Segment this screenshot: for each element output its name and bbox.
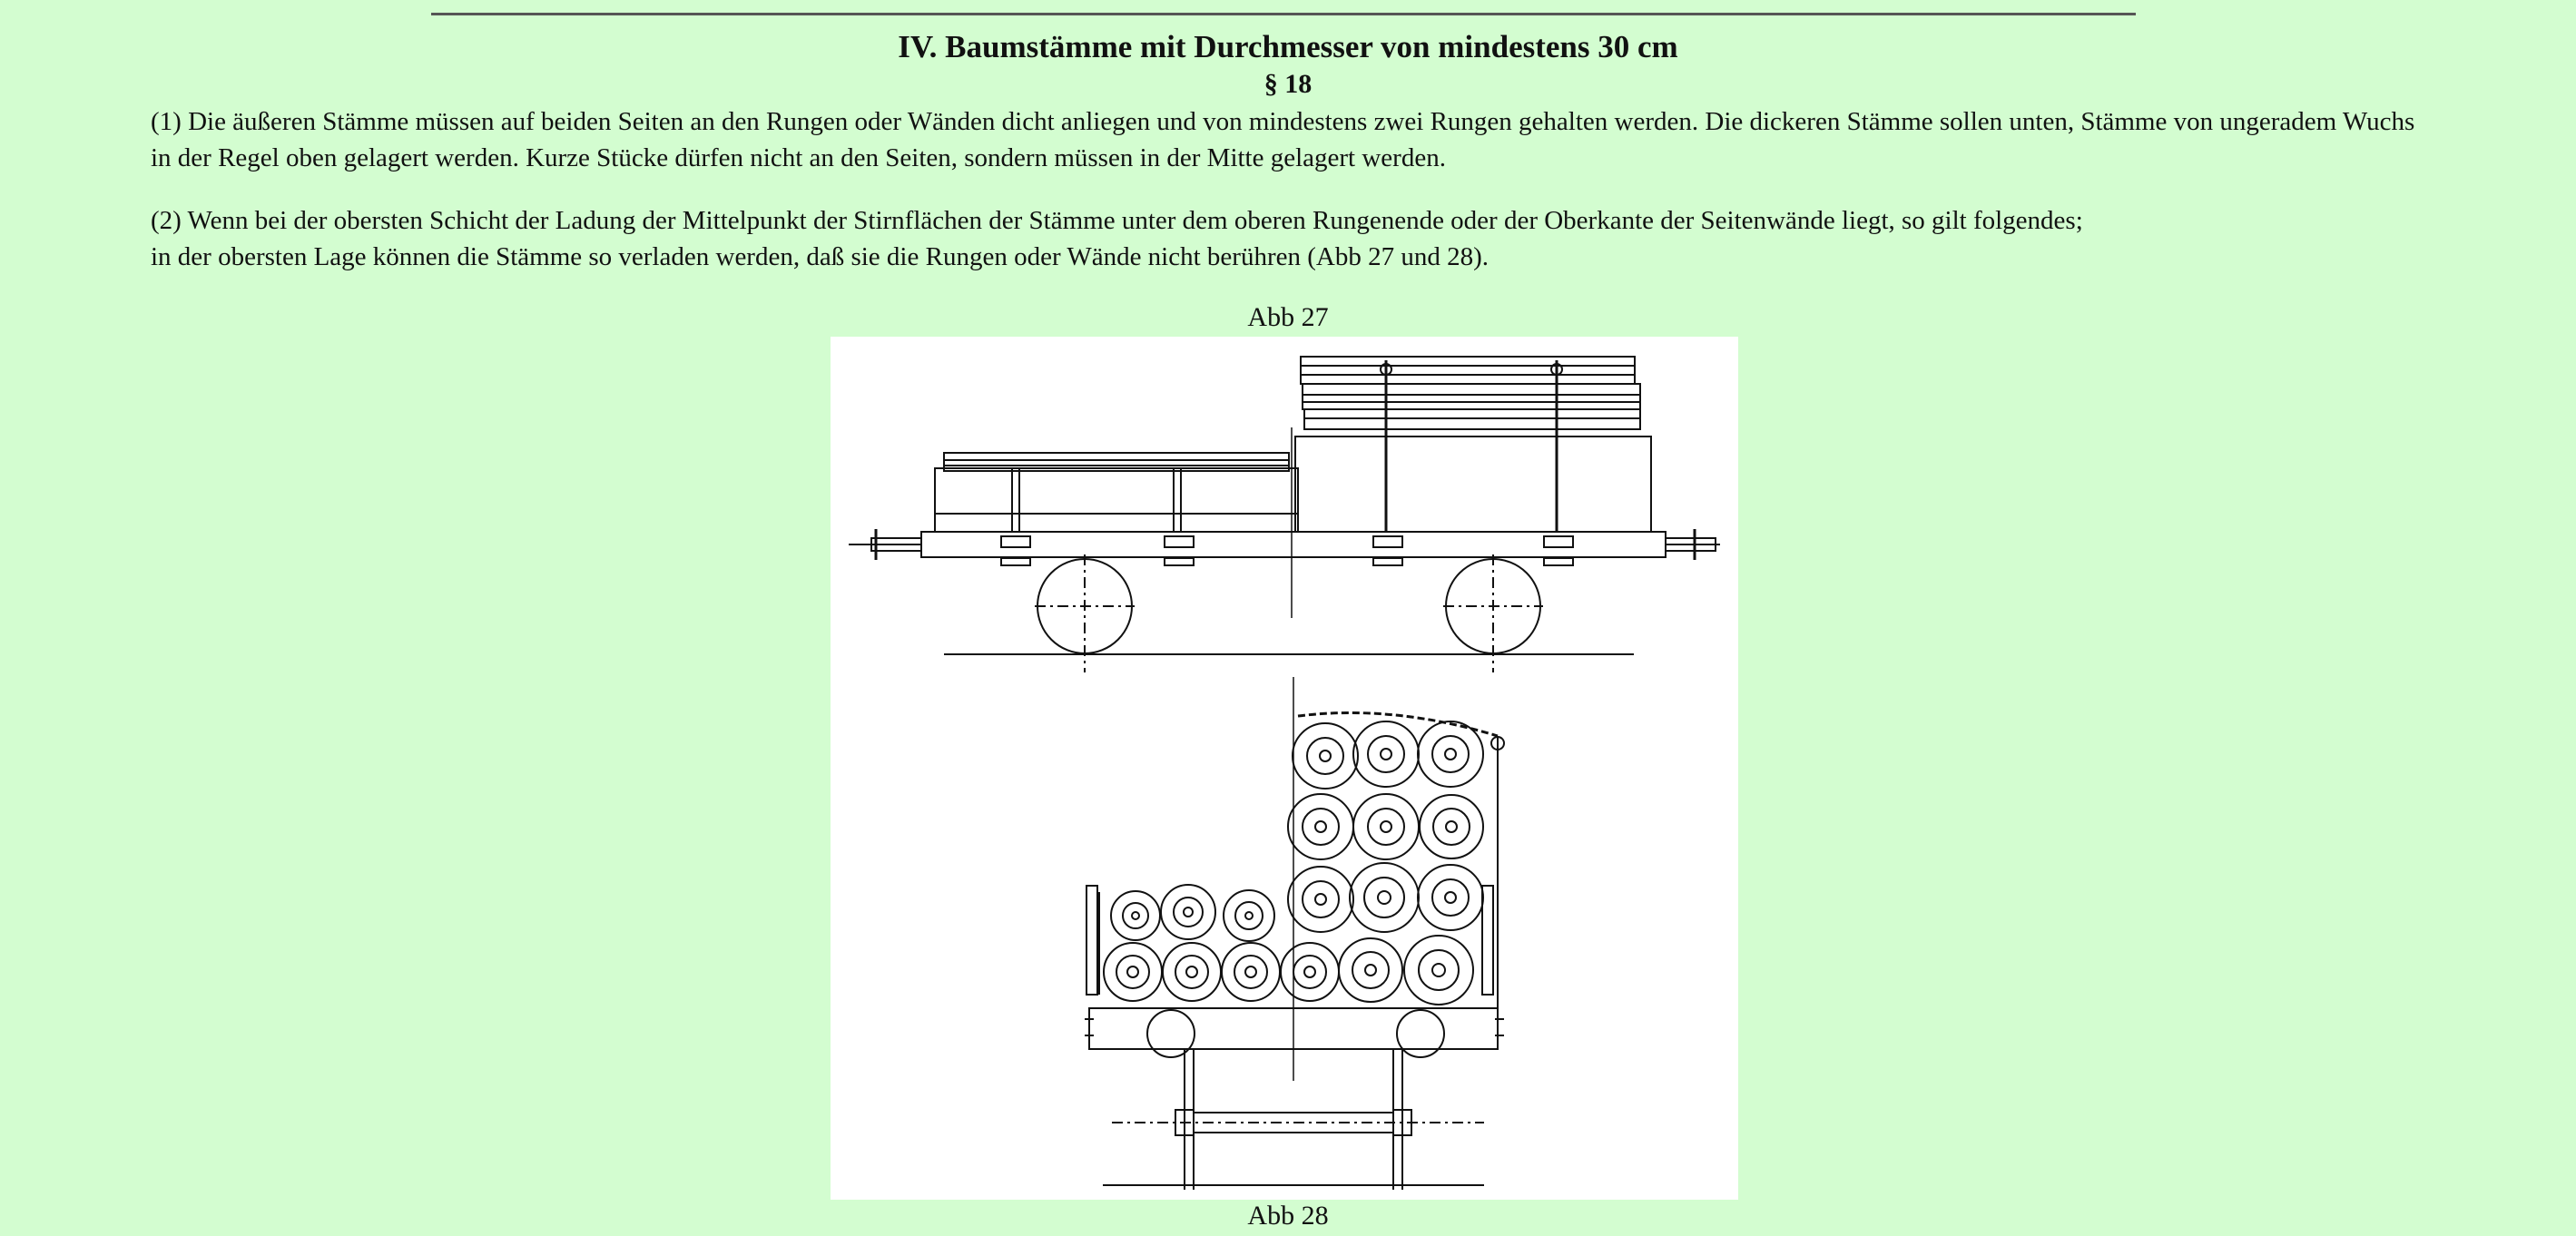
abb-28-caption: Abb 28 bbox=[1247, 1201, 1329, 1231]
paragraph-number: § 18 bbox=[1263, 69, 1313, 99]
section-title: IV. Baumstämme mit Durchmesser von mindestens 30 cm bbox=[898, 29, 1678, 64]
abb-27-side-view bbox=[849, 357, 1720, 672]
wagon-drawing bbox=[831, 337, 1738, 1200]
paragraph-2 bbox=[151, 202, 2438, 275]
paragraph-2-line-1: (2) Wenn bei der obersten Schicht der Ladung der Mittelpunkt der Stirnflächen der Stämme unter dem oberen Rungenende oder der Oberkante der Seitenwände liegt, so gilt folgendes; bbox=[151, 206, 2083, 235]
horizontal-rule bbox=[431, 13, 2136, 15]
paragraph-2-line-2: in der obersten Lage können die Stämme so verladen werden, daß sie die Rungen oder Wände nicht berühren (Abb 27 und 28). bbox=[151, 242, 1489, 271]
abb-27-caption: Abb 27 bbox=[1247, 302, 1329, 332]
abb-28-end-view bbox=[1085, 677, 1504, 1190]
wagon-loading-illustration bbox=[831, 337, 1738, 1200]
paragraph-1: (1) Die äußeren Stämme müssen auf beiden Seiten an den Rungen oder Wänden dicht anliegen und von mindestens zwei Rungen gehalten werden. Die dickeren Stämme sollen unten, Stämme von ungeradem Wuchs in der Regel oben gelagert werden. Kurze Stücke dürfen nicht an den Seiten, sondern müssen in der Mitte gelagert werden. bbox=[151, 107, 2415, 172]
log-ends-right bbox=[1281, 721, 1483, 1005]
log-ends-left bbox=[1104, 885, 1280, 1001]
